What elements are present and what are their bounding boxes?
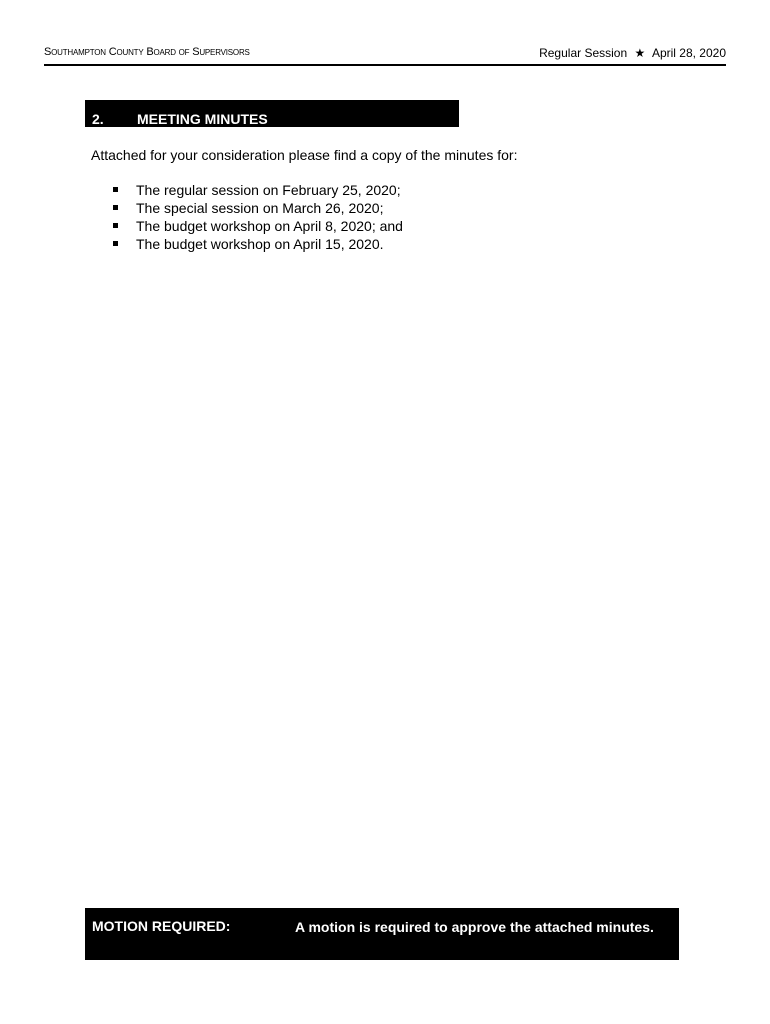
- list-item: [112, 181, 403, 199]
- list-item: [112, 199, 403, 217]
- list-item-text: The special session on March 26, 2020;: [136, 200, 384, 216]
- list-item-text: The budget workshop on April 8, 2020; and: [136, 218, 403, 234]
- section-number: 2.: [92, 111, 104, 127]
- session-info: [539, 46, 726, 60]
- list-item-text: The regular session on February 25, 2020;: [136, 182, 401, 198]
- motion-required-box: [85, 908, 679, 960]
- motion-text: A motion is required to approve the attached minutes.: [295, 919, 654, 935]
- page-header: [44, 44, 726, 66]
- square-bullet-icon: [113, 187, 118, 192]
- list-item-text: The budget workshop on April 15, 2020.: [136, 236, 384, 252]
- intro-paragraph: Attached for your consideration please find a copy of the minutes for:: [91, 147, 518, 163]
- square-bullet-icon: [113, 205, 118, 210]
- star-icon: ★: [634, 46, 646, 60]
- session-label: Regular Session: [539, 46, 628, 60]
- square-bullet-icon: [113, 223, 118, 228]
- square-bullet-icon: [113, 241, 118, 246]
- list-item: [112, 217, 403, 235]
- session-date: April 28, 2020: [651, 46, 726, 60]
- section-title: MEETING MINUTES: [137, 111, 268, 127]
- minutes-list: [112, 181, 403, 253]
- organization-name: Southampton County Board of Supervisors: [44, 46, 250, 58]
- list-item: [112, 235, 403, 253]
- motion-label: MOTION REQUIRED:: [92, 918, 231, 934]
- section-heading: [85, 100, 459, 127]
